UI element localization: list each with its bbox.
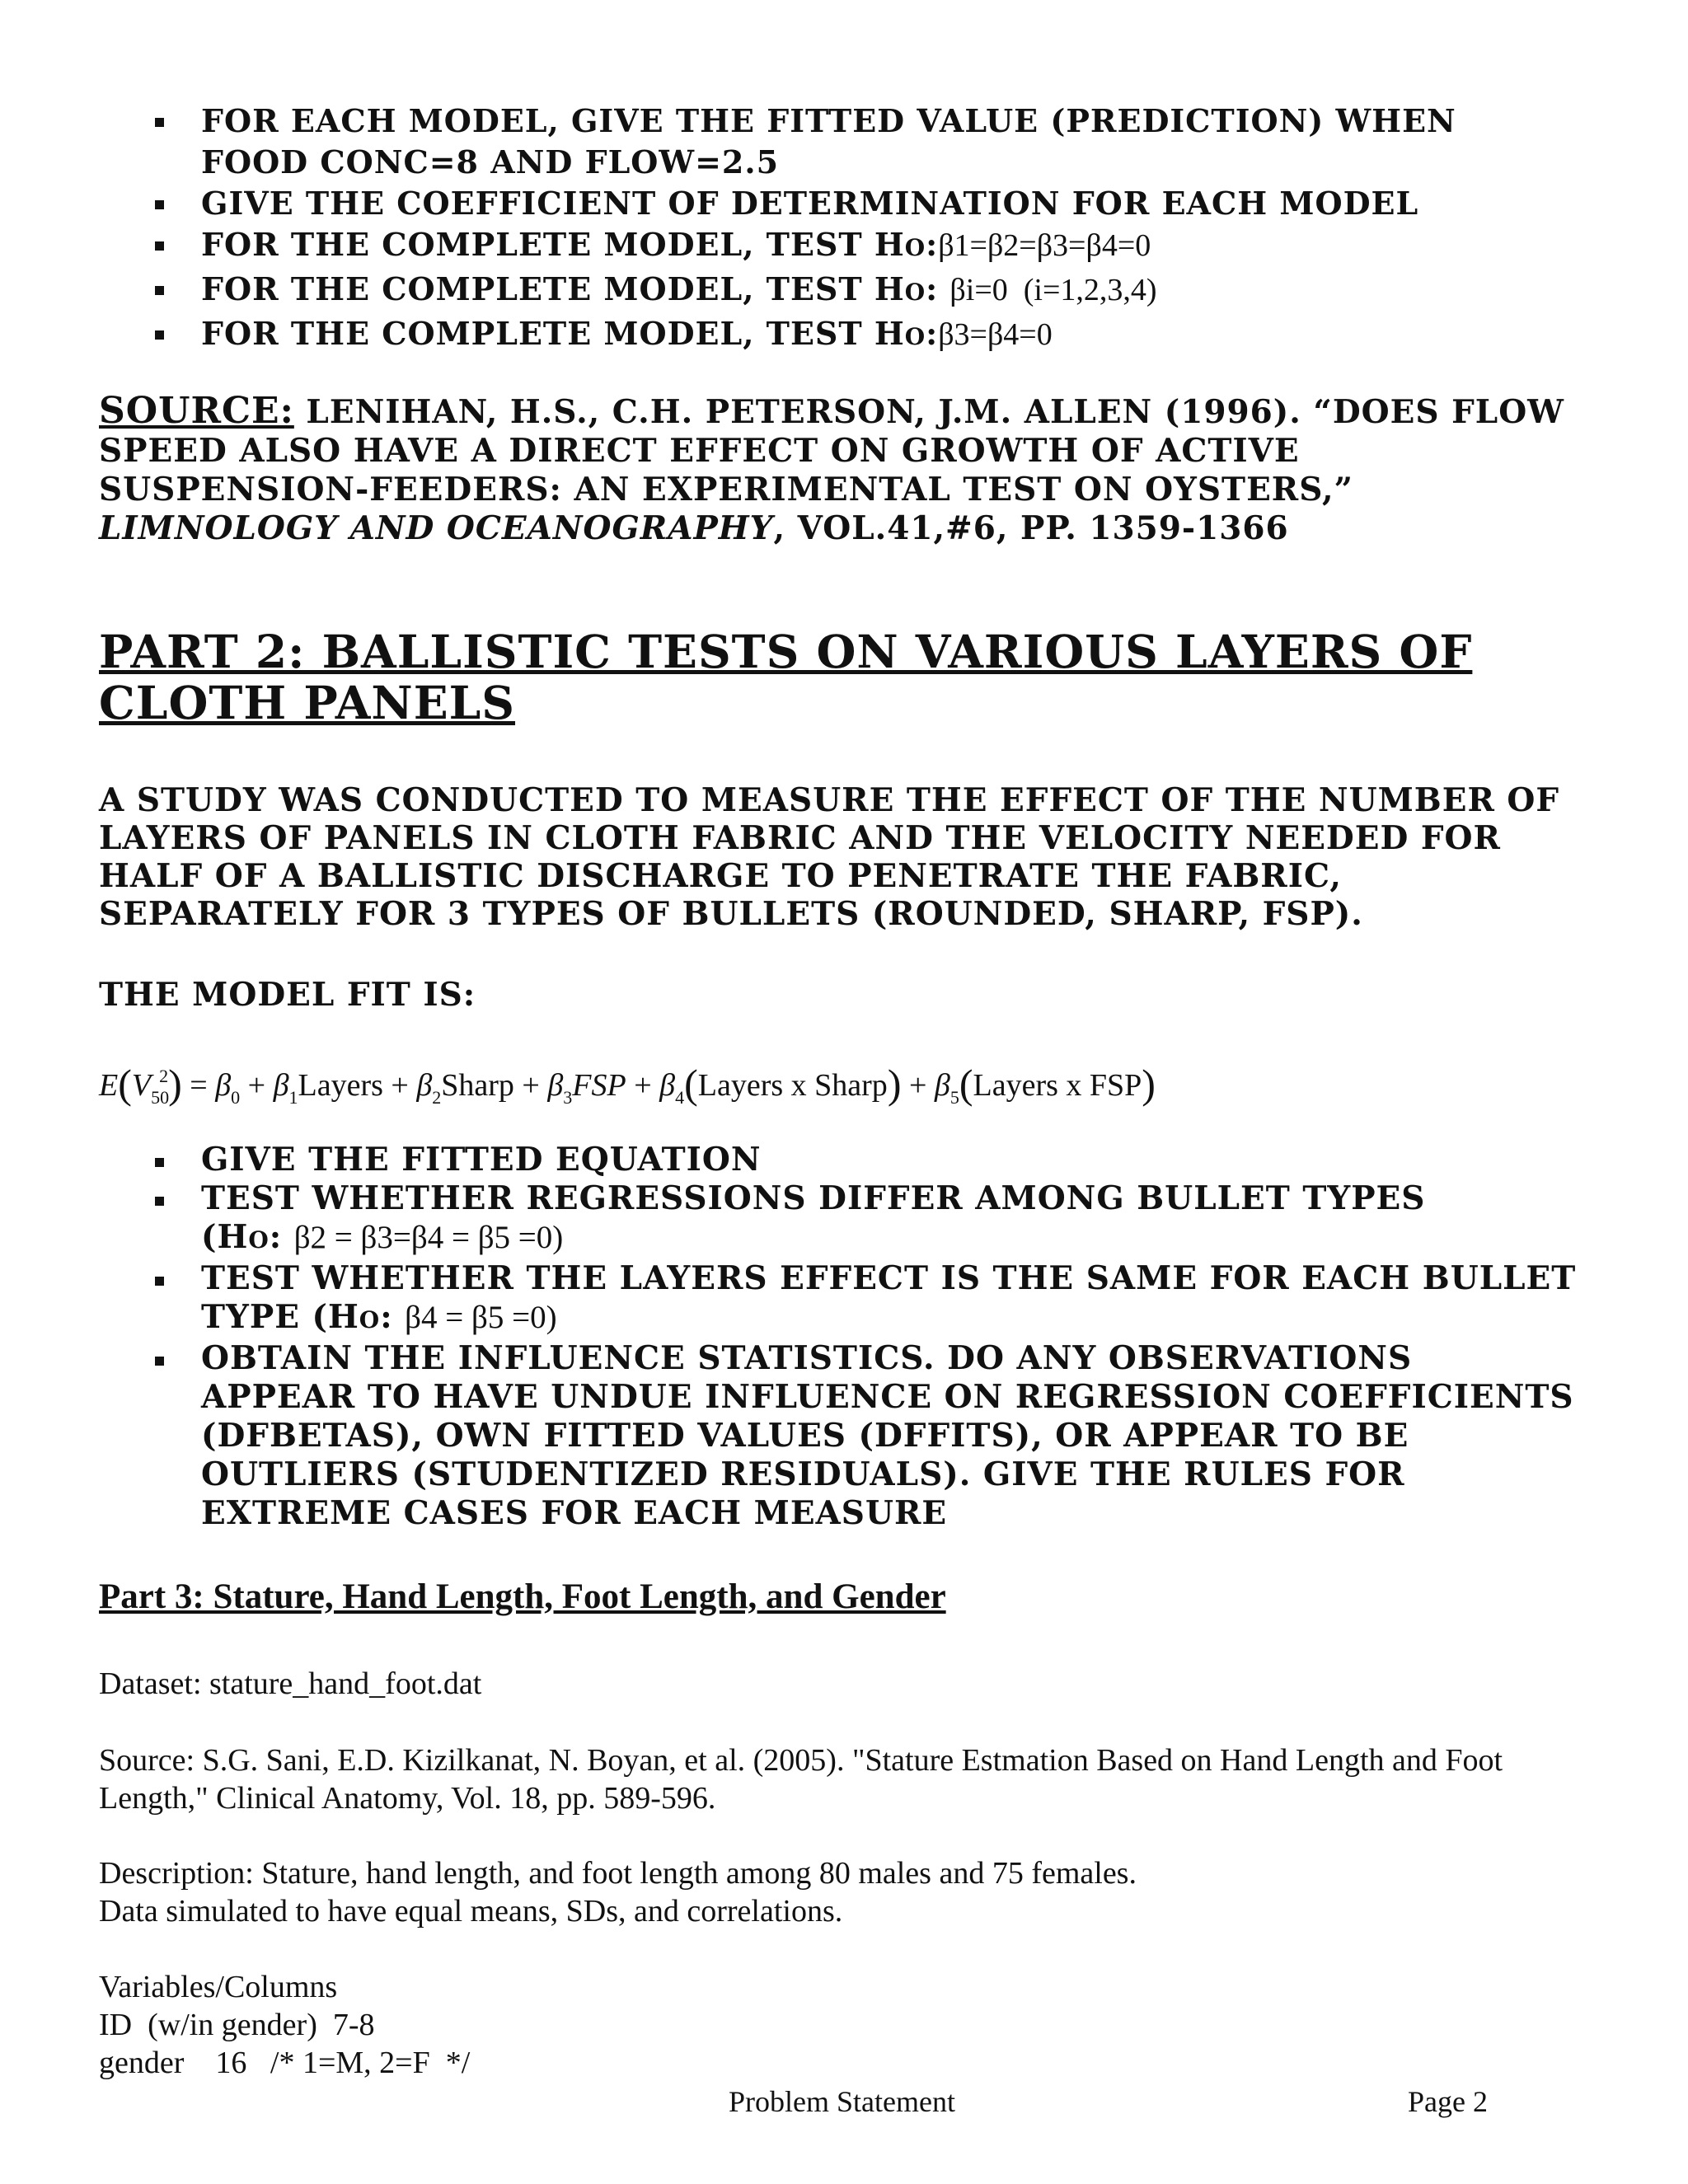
eq-expectation: E bbox=[99, 1068, 119, 1103]
part2-description bbox=[99, 781, 1688, 933]
bullet-text: : bbox=[926, 315, 939, 352]
source-text: , VOL.41,#6, PP. 1359-1366 bbox=[773, 509, 1289, 547]
bullet-text: FOOD CONC=8 AND FLOW=2.5 bbox=[201, 143, 780, 180]
list-item bbox=[99, 1141, 1688, 1179]
list-item bbox=[99, 101, 1632, 183]
eq-beta: β bbox=[416, 1068, 433, 1103]
journal-name: LIMNOLOGY AND OCEANOGRAPHY bbox=[99, 509, 774, 547]
eq-index: 4 bbox=[675, 1087, 685, 1108]
bullet-square-icon bbox=[155, 1158, 164, 1167]
bullet-text: : bbox=[269, 1218, 294, 1256]
variable-row: gender 16 /* 1=M, 2=F */ bbox=[99, 2046, 471, 2080]
eq-velocity: V bbox=[131, 1068, 152, 1103]
bullet-text: EXTREME CASES FOR EACH MEASURE bbox=[201, 1494, 948, 1532]
bullet-square-icon bbox=[155, 1277, 164, 1286]
bullet-square-icon bbox=[155, 330, 164, 340]
bullet-text: TYPE (H bbox=[201, 1298, 359, 1336]
part2-question-list bbox=[99, 1141, 1688, 1533]
variables-list bbox=[99, 1968, 470, 2082]
part3-title: Part 3: Stature, Hand Length, Foot Length, and Gender bbox=[99, 1577, 946, 1616]
eq-index: 0 bbox=[231, 1087, 241, 1108]
model-equation: $E(V_{50}^2) = \beta_0$ + $\beta_1Layers$ + $\beta_2Sharp + \beta_3FSP$ + $\beta_4(Layers$ x Sharp) + $\beta_5(Layers$ x FSP) bbox=[99, 1061, 1156, 1108]
part1-source bbox=[99, 391, 1688, 548]
description-line: Description: Stature, hand length, and foot length among 80 males and 75 females. bbox=[99, 1856, 1137, 1891]
eq-beta: β bbox=[547, 1068, 564, 1103]
bullet-square-icon bbox=[155, 286, 164, 295]
part1-question-list bbox=[99, 101, 1632, 358]
variable-row: ID (w/in gender) 7-8 bbox=[99, 2008, 375, 2042]
source-text: Length," Clinical Anatomy, Vol. 18, pp. 589-596. bbox=[99, 1781, 716, 1816]
subscript: O bbox=[904, 323, 926, 350]
bullet-text: GIVE THE COEFFICIENT OF DETERMINATION FOR EACH MODEL bbox=[201, 185, 1419, 222]
bullet-text: FOR THE COMPLETE MODEL, TEST H bbox=[201, 270, 905, 307]
list-item bbox=[99, 269, 1632, 313]
list-item bbox=[99, 313, 1632, 358]
title-line: PART 2: BALLISTIC TESTS ON VARIOUS LAYERS OF bbox=[99, 625, 1473, 678]
eq-term: Layers x FSP bbox=[973, 1068, 1142, 1103]
hypothesis-math: β4 = β5 =0) bbox=[405, 1300, 557, 1335]
bullet-text: : bbox=[926, 226, 939, 263]
eq-superscript: 2 bbox=[159, 1066, 169, 1086]
list-item bbox=[99, 183, 1632, 224]
eq-beta: β bbox=[273, 1068, 289, 1103]
footer-title: Problem Statement bbox=[729, 2085, 955, 2118]
bullet-square-icon bbox=[155, 200, 164, 209]
part2-title bbox=[99, 626, 1665, 729]
eq-term: FSP bbox=[572, 1068, 626, 1103]
eq-term: Layers x Sharp bbox=[697, 1068, 888, 1103]
bullet-square-icon bbox=[155, 1357, 164, 1366]
bullet-text: APPEAR TO HAVE UNDUE INFLUENCE ON REGRESSION COEFFICIENTS bbox=[201, 1378, 1574, 1416]
hypothesis-math: βi=0 (i=1,2,3,4) bbox=[950, 273, 1157, 307]
source-text: LENIHAN, H.S., C.H. PETERSON, J.M. ALLEN (1996). “DOES FLOW bbox=[293, 393, 1564, 431]
eq-term: Layers bbox=[298, 1068, 383, 1103]
part3-source bbox=[99, 1741, 1503, 1817]
description-line: Data simulated to have equal means, SDs, and correlations. bbox=[99, 1894, 843, 1929]
bullet-text: : bbox=[926, 270, 950, 307]
bullet-text: FOR THE COMPLETE MODEL, TEST H bbox=[201, 315, 905, 352]
source-label: SOURCE: bbox=[99, 390, 294, 432]
bullet-text: TEST WHETHER THE LAYERS EFFECT IS THE SAME FOR EACH BULLET bbox=[201, 1259, 1577, 1297]
page-number: Page 2 bbox=[1408, 2085, 1488, 2118]
eq-index: 5 bbox=[950, 1087, 959, 1108]
title-line: CLOTH PANELS bbox=[99, 676, 516, 729]
bullet-text: (DFBETAS), OWN FITTED VALUES (DFFITS), OR APPEAR TO BE bbox=[201, 1417, 1409, 1455]
bullet-square-icon bbox=[155, 1197, 164, 1206]
bullet-text: (H bbox=[201, 1218, 249, 1256]
bullet-text: FOR THE COMPLETE MODEL, TEST H bbox=[201, 226, 905, 263]
description-line: SEPARATELY FOR 3 TYPES OF BULLETS (ROUNDED, SHARP, FSP). bbox=[99, 895, 1363, 933]
subscript: O bbox=[248, 1226, 270, 1254]
eq-subscript: 50 bbox=[151, 1087, 170, 1108]
list-item bbox=[99, 224, 1632, 269]
model-fit-label: THE MODEL FIT IS: bbox=[99, 976, 476, 1014]
subscript: O bbox=[904, 234, 926, 261]
eq-beta: β bbox=[659, 1068, 676, 1103]
bullet-text: GIVE THE FITTED EQUATION bbox=[201, 1141, 762, 1179]
hypothesis-math: β2 = β3=β4 = β5 =0) bbox=[293, 1220, 564, 1255]
part3-description bbox=[99, 1854, 1137, 1930]
eq-term: Sharp bbox=[441, 1068, 514, 1103]
bullet-text: OUTLIERS (STUDENTIZED RESIDUALS). GIVE THE RULES FOR bbox=[201, 1455, 1405, 1493]
eq-beta: β bbox=[934, 1068, 950, 1103]
eq-beta: β bbox=[215, 1068, 232, 1103]
source-text: SPEED ALSO HAVE A DIRECT EFFECT ON GROWTH OF ACTIVE bbox=[99, 432, 1300, 470]
list-item bbox=[99, 1179, 1688, 1259]
eq-index: 2 bbox=[432, 1087, 442, 1108]
hypothesis-math: β3=β4=0 bbox=[938, 317, 1053, 352]
source-text: SUSPENSION-FEEDERS: AN EXPERIMENTAL TEST ON OYSTERS,” bbox=[99, 471, 1353, 509]
eq-index: 1 bbox=[288, 1087, 298, 1108]
bullet-text: FOR EACH MODEL, GIVE THE FITTED VALUE (PREDICTION) WHEN bbox=[201, 102, 1456, 139]
list-item bbox=[99, 1259, 1688, 1339]
subscript: O bbox=[904, 279, 926, 306]
bullet-square-icon bbox=[155, 118, 164, 127]
bullet-text: : bbox=[380, 1298, 406, 1336]
eq-index: 3 bbox=[563, 1087, 573, 1108]
source-text: Source: S.G. Sani, E.D. Kizilkanat, N. Boyan, et al. (2005). "Stature Estmation Based on Hand Length and Foot bbox=[99, 1743, 1503, 1778]
hypothesis-math: β1=β2=β3=β4=0 bbox=[938, 228, 1151, 263]
list-item bbox=[99, 1339, 1688, 1533]
description-line: A STUDY WAS CONDUCTED TO MEASURE THE EFFECT OF THE NUMBER OF bbox=[99, 781, 1560, 819]
bullet-square-icon bbox=[155, 241, 164, 251]
subscript: O bbox=[359, 1306, 381, 1333]
bullet-text: TEST WHETHER REGRESSIONS DIFFER AMONG BULLET TYPES bbox=[201, 1179, 1426, 1217]
dataset-line: Dataset: stature_hand_foot.dat bbox=[99, 1666, 482, 1701]
description-line: LAYERS OF PANELS IN CLOTH FABRIC AND THE VELOCITY NEEDED FOR bbox=[99, 819, 1501, 857]
description-line: HALF OF A BALLISTIC DISCHARGE TO PENETRATE THE FABRIC, bbox=[99, 857, 1342, 895]
bullet-text: OBTAIN THE INFLUENCE STATISTICS. DO ANY OBSERVATIONS bbox=[201, 1339, 1413, 1377]
variables-header: Variables/Columns bbox=[99, 1970, 338, 2004]
